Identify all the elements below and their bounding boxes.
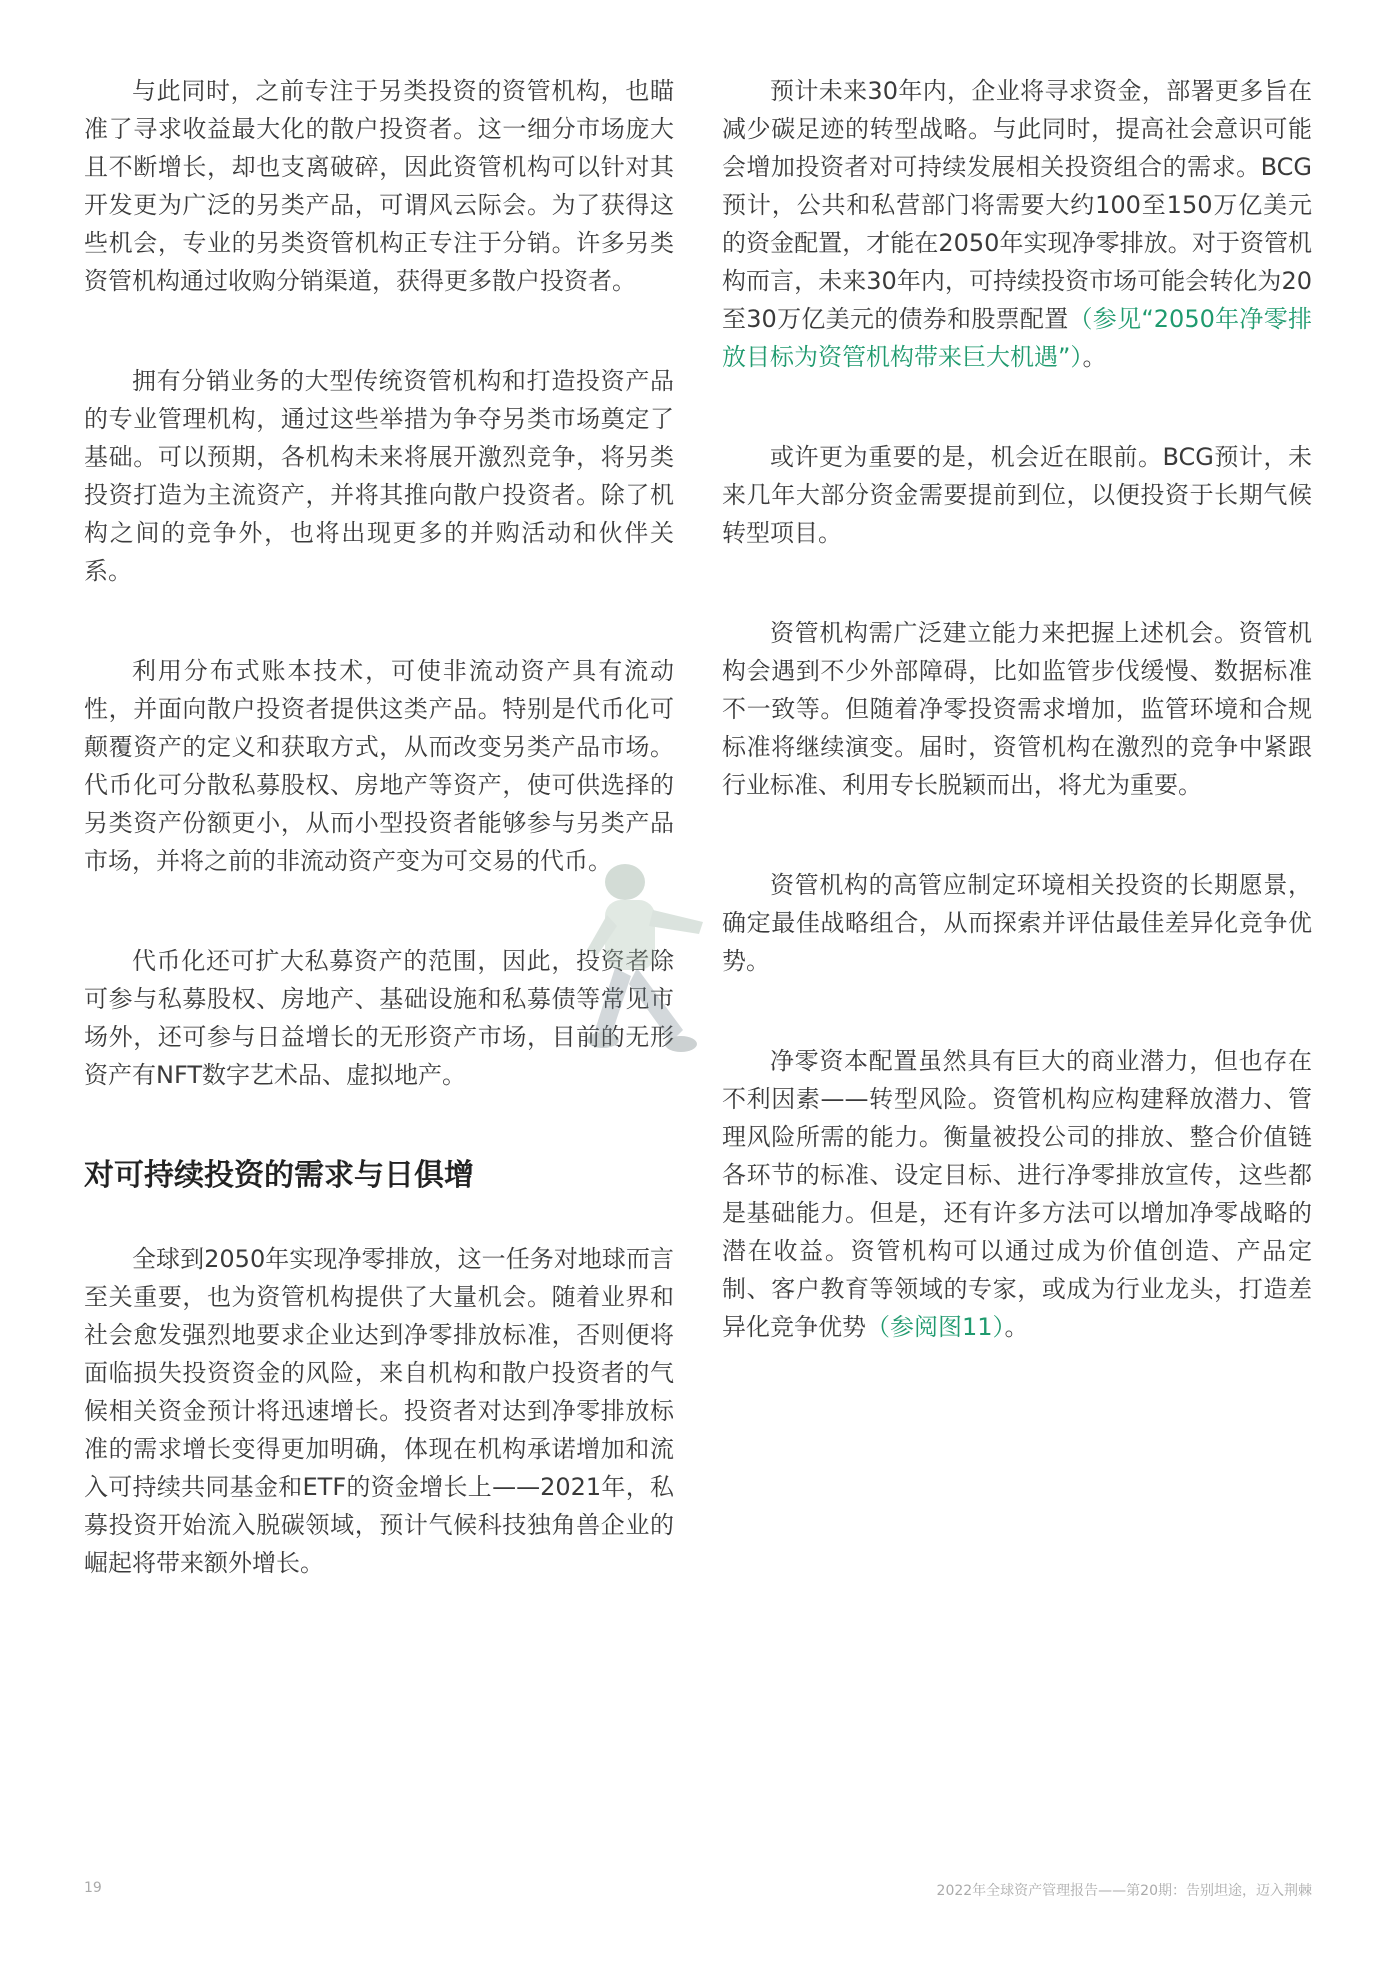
paragraph: 全球到2050年实现净零排放，这一任务对地球而言至关重要，也为资管机构提供了大量机会。随着业界和社会愈发强烈地要求企业达到净零排放标准，否则便将面临损失投资资金的风险，来自机构和散户投资者的气候相关资金预计将迅速增长。投资者对达到净零排放标准的需求增长变得更加明确，体现在机构承诺增加和流入可持续共同基金和ETF的资金增长上——2021年，私募投资开始流入脱碳领域，预计气候科技独角兽企业的崛起将带来额外增长。 [84, 1245, 674, 1577]
paragraph: 利用分布式账本技术，可使非流动资产具有流动性，并面向散户投资者提供这类产品。特别是代币化可颠覆资产的定义和获取方式，从而改变另类产品市场。代币化可分散私募股权、房地产等资产，使可供选择的另类资产份额更小，从而小型投资者能够参与另类产品市场，并将之前的非流动资产变为可交易的代币。 [84, 657, 674, 875]
paragraph: 与此同时，之前专注于另类投资的资管机构，也瞄准了寻求收益最大化的散户投资者。这一细分市场庞大且不断增长，却也支离破碎，因此资管机构可以针对其开发更为广泛的另类产品，可谓风云际会。为了获得这些机会，专业的另类资管机构正专注于分销。许多另类资管机构通过收购分销渠道，获得更多散户投资者。 [84, 77, 674, 295]
left-column [84, 72, 674, 1644]
jumping-person-illustration-icon [585, 860, 735, 1110]
paragraph [722, 1042, 1312, 1346]
section-title: 对可持续投资的需求与日俱增 [84, 1158, 474, 1193]
paragraph: 资管机构的高管应制定环境相关投资的长期愿景，确定最佳战略组合，从而探索并评估最佳差异化竞争优势。 [722, 871, 1312, 975]
paragraph: 代币化还可扩大私募资产的范围，因此，投资者除可参与私募股权、房地产、基础设施和私募债等常见市场外，还可参与日益增长的无形资产市场，目前的无形资产有NFT数字艺术品、虚拟地产。 [84, 947, 674, 1089]
paragraph: 资管机构需广泛建立能力来把握上述机会。资管机构会遇到不少外部障碍，比如监管步伐缓慢、数据标准不一致等。但随着净零投资需求增加，监管环境和合规标准将继续演变。届时，资管机构在激烈的竞争中紧跟行业标准、利用专长脱颖而出，将尤为重要。 [722, 619, 1312, 799]
paragraph-end: 。 [1004, 1313, 1029, 1341]
figure-reference-link[interactable]: （参阅图11） [866, 1313, 1005, 1341]
report-title: 2022年全球资产管理报告——第20期：告别坦途，迈入荆棘 [936, 1883, 1312, 1899]
paragraph [722, 72, 1312, 376]
paragraph-text: 净零资本配置虽然具有巨大的商业潜力，但也存在不利因素——转型风险。资管机构应构建释放潜力、管理风险所需的能力。衡量被投公司的排放、整合价值链各环节的标准、设定目标、进行净零排放宣传，这些都是基础能力。但是，还有许多方法可以增加净零战略的潜在收益。资管机构可以通过成为价值创造、产品定制、客户教育等领域的专家，或成为行业龙头，打造差异化竞争优势 [722, 1047, 1312, 1341]
reference-link[interactable]: （参见“2050年净零排放目标为资管机构带来巨大机遇”） [722, 305, 1312, 371]
page-number: 19 [84, 1880, 102, 1896]
paragraph: 拥有分销业务的大型传统资管机构和打造投资产品的专业管理机构，通过这些举措为争夺另类市场奠定了基础。可以预期，各机构未来将展开激烈竞争，将另类投资打造为主流资产，并将其推向散户投资者。除了机构之间的竞争外，也将出现更多的并购活动和伙伴关系。 [84, 367, 674, 585]
right-column [722, 72, 1312, 1408]
paragraph-end: 。 [1082, 343, 1107, 371]
paragraph: 或许更为重要的是，机会近在眼前。BCG预计，未来几年大部分资金需要提前到位，以便投资于长期气候转型项目。 [722, 443, 1312, 547]
paragraph-text: 预计未来30年内，企业将寻求资金，部署更多旨在减少碳足迹的转型战略。与此同时，提高社会意识可能会增加投资者对可持续发展相关投资组合的需求。BCG预计，公共和私营部门将需要大约100至150万亿美元的资金配置，才能在2050年实现净零排放。对于资管机构而言，未来30年内，可持续投资市场可能会转化为20至30万亿美元的债券和股票配置 [722, 77, 1312, 333]
